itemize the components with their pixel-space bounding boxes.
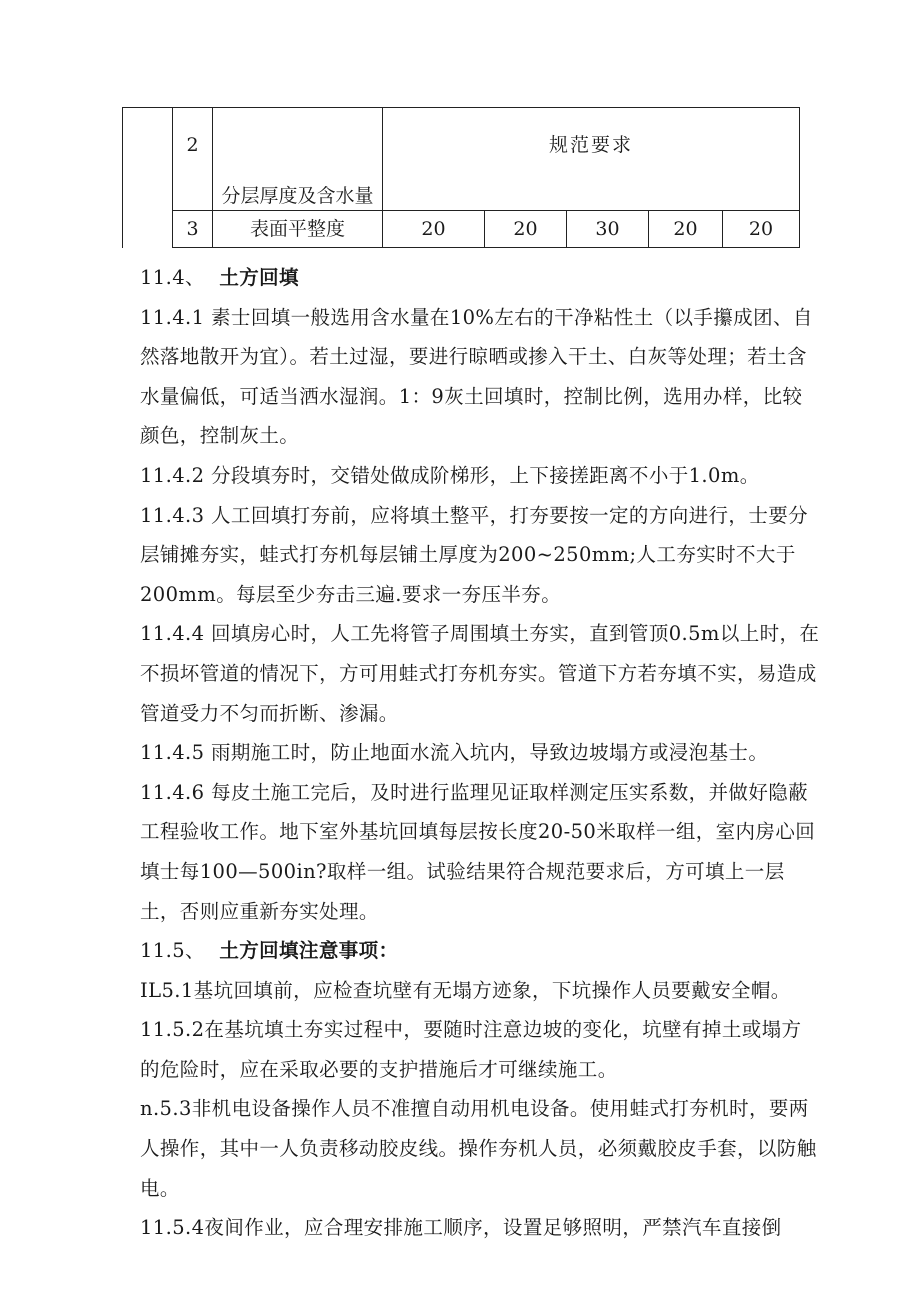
paragraph: IL5.1基坑回填前，应检查坑壁有无塌方迹象，下坑操作人员要戴安全帽。 <box>140 978 791 1002</box>
section-heading: 11.5、 土方回填注意事项： <box>140 939 399 963</box>
spec-table <box>122 107 800 248</box>
row-number: 2 <box>173 108 213 211</box>
value-cell: 20 <box>485 211 567 248</box>
paragraph: 11.4.1 素士回填一般选用含水量在10%左右的干净粘性土（以手攥成团、自然落地散开为宜）。若土过湿，要进行晾晒或掺入干土、白灰等处理；若土含水量偏低，可适当洒水湿润。1：9灰土回填时，控制比例，选用办样，比较颜色，控制灰土。 <box>140 305 813 448</box>
item-name: 分层厚度及含水量 <box>213 108 383 211</box>
value-cell: 20 <box>383 211 485 248</box>
paragraph: n.5.3非机电设备操作人员不准擅自动用机电设备。使用蛙式打夯机时，要两人操作，其中一人负责移动胶皮线。操作夯机人员，必须戴胶皮手套，以防触电。 <box>140 1097 817 1200</box>
paragraph: 11.4.6 每皮土施工完后，及时进行监理见证取样测定压实系数，并做好隐蔽工程验收工作。地下室外基坑回填每层按长度20-50米取样一组，室内房心回填士每100—500in?取样一组。试验结果符合规范要求后，方可填上一层土，否则应重新夯实处理。 <box>140 780 816 923</box>
value-cell: 30 <box>567 211 649 248</box>
table-cell <box>123 108 173 248</box>
value-cell: 20 <box>723 211 800 248</box>
table-row <box>123 108 800 211</box>
table-row <box>123 211 800 248</box>
paragraph: 11.4.5 雨期施工时，防止地面水流入坑内，导致边坡塌方或浸泡基士。 <box>140 741 769 765</box>
requirement-cell: 规范要求 <box>383 108 800 211</box>
paragraph: 11.5.4夜间作业，应合理安排施工顺序，设置足够照明，严禁汽车直接倒 <box>140 1216 782 1240</box>
item-name: 表面平整度 <box>213 211 383 248</box>
paragraph: 11.4.4 回填房心时，人工先将管子周围填土夯实，直到管顶0.5m以上时，在不损坏管道的情况下，方可用蛙式打夯机夯实。管道下方若夯填不实，易造成管道受力不匀而折断、渗漏。 <box>140 622 820 725</box>
paragraph: 11.5.2在基坑填土夯实过程中，要随时注意边坡的变化，坑壁有掉土或塌方的危险时，应在采取必要的支护措施后才可继续施工。 <box>140 1018 802 1081</box>
paragraph: 11.4.2 分段填夯时，交错处做成阶梯形，上下接搓距离不小于1.0m。 <box>140 463 760 487</box>
paragraph: 11.4.3 人工回填打夯前，应将填土整平，打夯要按一定的方向进行，士要分层铺摊夯实，蛙式打夯机每层铺土厚度为200~250mm;人工夯实时不大于200mm。每层至少夯击三遍.要求一夯压半夯。 <box>140 503 809 606</box>
value-cell: 20 <box>649 211 723 248</box>
row-number: 3 <box>173 211 213 248</box>
body-text <box>140 258 820 1248</box>
section-heading: 11.4、 土方回填 <box>140 266 299 289</box>
